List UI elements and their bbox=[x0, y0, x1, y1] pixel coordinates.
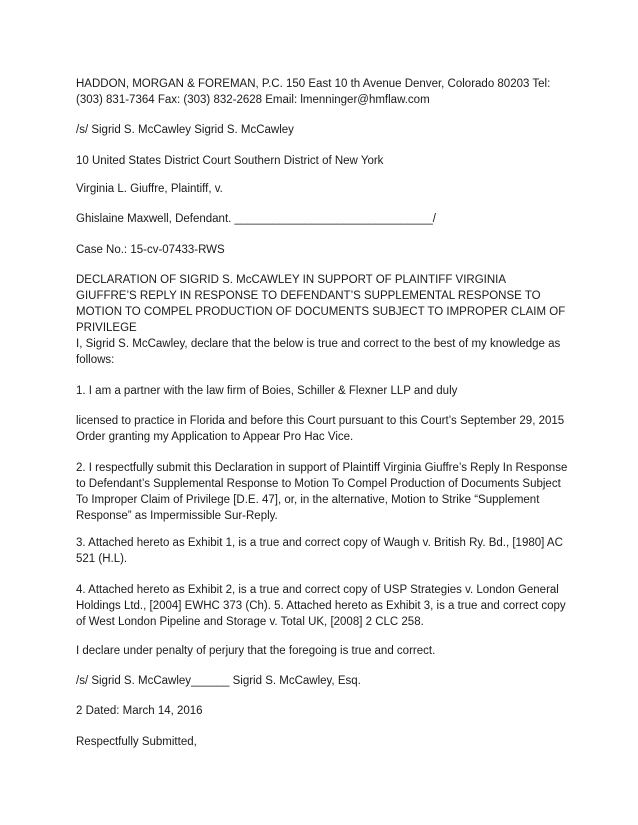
declaration-title: DECLARATION OF SIGRID S. McCAWLEY IN SUPPORT OF PLAINTIFF VIRGINIA GIUFFRE’S REPLY IN RESPONSE TO DEFENDANT’S SUPPLEMENTAL RESPONSE TO MOTION TO COMPEL PRODUCTION OF DOCUMENTS SUBJECT TO IMPROPER CLAIM OF PRIVILEGE bbox=[76, 274, 566, 334]
plaintiff-line: Virginia L. Giuffre, Plaintiff, v. bbox=[76, 183, 223, 195]
firm-header: HADDON, MORGAN & FOREMAN, P.C. 150 East 10 th Avenue Denver, Colorado 80203 Tel: (303) 831-7364 Fax: (303) 832-2628 Email: lmenninger@hmflaw.com bbox=[76, 78, 551, 106]
signature-top: /s/ Sigrid S. McCawley Sigrid S. McCawley bbox=[76, 124, 294, 136]
perjury-statement: I declare under penalty of perjury that the foregoing is true and correct. bbox=[76, 645, 436, 657]
case-number: Case No.: 15-cv-07433-RWS bbox=[76, 244, 225, 256]
paragraph-1-continued: licensed to practice in Florida and before this Court pursuant to this Court’s September 29, 2015 Order granting my Application to Appear Pro Hac Vice. bbox=[76, 415, 565, 443]
closing-line: Respectfully Submitted, bbox=[76, 736, 197, 748]
signature-bottom: /s/ Sigrid S. McCawley______ Sigrid S. McCawley, Esq. bbox=[76, 675, 361, 687]
paragraph-1: 1. I am a partner with the law firm of Boies, Schiller & Flexner LLP and duly bbox=[76, 385, 458, 397]
court-line: 10 United States District Court Southern District of New York bbox=[76, 155, 384, 167]
paragraph-4-5: 4. Attached hereto as Exhibit 2, is a true and correct copy of USP Strategies v. London General Holdings Ltd., [2004] EWHC 373 (Ch). 5. Attached hereto as Exhibit 3, is a true and correct copy of West London Pipeline and Storage v. Total UK, [2008] 2 CLC 258. bbox=[76, 584, 566, 628]
dated-line: 2 Dated: March 14, 2016 bbox=[76, 705, 203, 717]
paragraph-3: 3. Attached hereto as Exhibit 1, is a true and correct copy of Waugh v. British Ry. Bd., [1980] AC 521 (H.L). bbox=[76, 537, 563, 565]
paragraph-2: 2. I respectfully submit this Declaration in support of Plaintiff Virginia Giuffre’s Reply In Response to Defendant’s Supplemental Response to Motion To Compel Production of Documents Subject To Improper Claim of Privilege [D.E. 47], or, in the alternative, Motion to Strike “Supplement Response” as Impermissible Sur-Reply. bbox=[76, 462, 568, 522]
defendant-line: Ghislaine Maxwell, Defendant. _______________________________/ bbox=[76, 213, 436, 225]
intro-paragraph: I, Sigrid S. McCawley, declare that the below is true and correct to the best of my knowledge as follows: bbox=[76, 338, 561, 366]
